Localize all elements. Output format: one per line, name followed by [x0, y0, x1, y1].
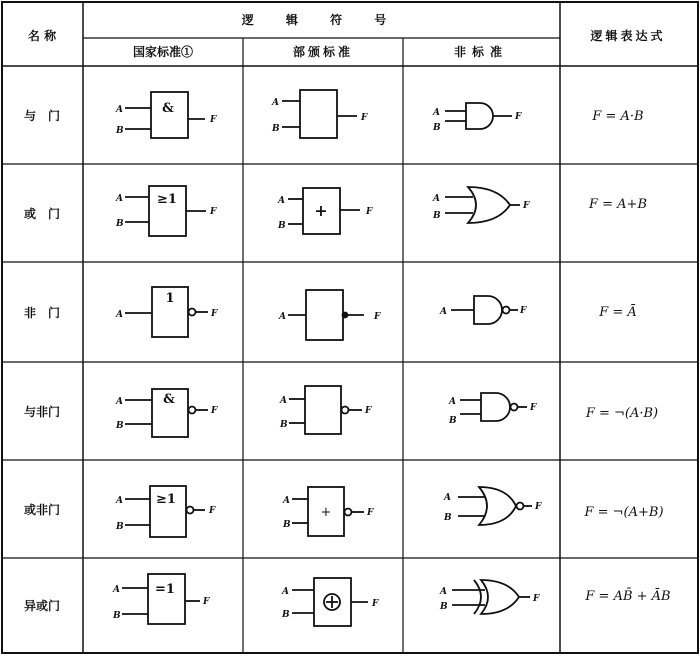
pin-f-label: F: [372, 599, 379, 609]
pin-f-label: F: [365, 406, 372, 416]
pin-a-label: A: [444, 493, 451, 503]
pin-b-label: B: [449, 416, 457, 426]
pin-b-label: B: [116, 219, 124, 229]
pin-a-label: A: [116, 496, 123, 506]
pin-a-label: A: [449, 397, 456, 407]
pin-f-label: F: [366, 207, 373, 217]
pin-b-label: B: [440, 602, 448, 612]
pin-f-label: F: [203, 597, 210, 607]
pin-b-label: B: [113, 611, 121, 621]
pin-b-label: B: [433, 211, 441, 221]
pin-a-label: A: [440, 587, 447, 597]
pin-b-label: B: [116, 126, 124, 136]
pin-b-label: B: [116, 522, 124, 532]
pin-a-label: A: [282, 587, 289, 597]
pin-b-label: B: [282, 610, 290, 620]
nonstandard-nand-gate: [460, 393, 527, 421]
header-ministry: 部颁标准: [292, 45, 354, 59]
pin-f-label: F: [515, 112, 522, 122]
pin-b-label: B: [280, 420, 288, 430]
pin-b-label: B: [116, 421, 124, 431]
gate-symbol: 1: [165, 291, 175, 306]
pin-b-label: B: [272, 124, 280, 134]
logic-expression: F = ¬(A+B): [584, 505, 664, 520]
pin-a-label: A: [116, 397, 123, 407]
pin-f-label: F: [530, 403, 537, 413]
row-name: 与非门: [23, 405, 61, 419]
pin-a-label: A: [272, 98, 279, 108]
header-symbols: 逻 辑 符 号: [241, 13, 401, 27]
header-nonstandard: 非标准: [453, 45, 509, 59]
pin-a-label: A: [116, 194, 123, 204]
pin-a-label: A: [113, 585, 120, 595]
nonstandard-not-gate: [451, 296, 518, 324]
pin-a-label: A: [116, 310, 123, 320]
pin-a-label: A: [279, 312, 286, 322]
pin-f-label: F: [361, 113, 368, 123]
pin-a-label: A: [433, 194, 440, 204]
header-expression: 逻辑表达式: [590, 29, 666, 43]
nonstandard-nor-gate: [458, 487, 532, 525]
pin-f-label: F: [374, 312, 381, 322]
logic-expression: F = AB̄ + ĀB: [585, 589, 671, 604]
pin-f-label: F: [211, 309, 218, 319]
pin-a-label: A: [433, 108, 440, 118]
pin-a-label: A: [280, 396, 287, 406]
pin-f-label: F: [210, 207, 217, 217]
pin-b-label: B: [278, 221, 286, 231]
pin-a-label: A: [116, 105, 123, 115]
logic-expression: F = A·B: [592, 109, 644, 124]
header-name: 名 称: [27, 29, 57, 43]
pin-a-label: A: [440, 307, 447, 317]
pin-f-label: F: [535, 502, 542, 512]
pin-f-label: F: [367, 508, 374, 518]
row-name: 或 门: [23, 207, 61, 221]
logic-expression: F = ¬(A·B): [585, 406, 659, 421]
row-name: 非 门: [23, 306, 61, 320]
pin-f-label: F: [211, 406, 218, 416]
xor-circle-plus-icon: [324, 594, 340, 610]
pin-b-label: B: [444, 513, 452, 523]
row-name: 或非门: [23, 503, 61, 517]
gate-symbol: &: [162, 101, 174, 116]
gate-symbol: +: [320, 505, 332, 520]
pin-b-label: B: [283, 520, 291, 530]
pin-f-label: F: [520, 306, 527, 316]
pin-f-label: F: [210, 115, 217, 125]
pin-f-label: F: [209, 506, 216, 516]
row-name: 与 门: [23, 109, 61, 123]
logic-expression: F = A+B: [588, 197, 648, 212]
gate-symbol: ≥1: [157, 192, 177, 207]
nonstandard-or-gate: [445, 187, 520, 223]
pin-f-label: F: [523, 201, 530, 211]
nonstandard-and-gate: [445, 103, 512, 129]
gate-symbol: ≥1: [156, 492, 176, 507]
gate-symbol: +: [314, 201, 328, 220]
ministry-nand-gate: [289, 386, 362, 434]
gate-symbol: &: [163, 392, 175, 407]
table-border: [2, 2, 698, 653]
pin-a-label: A: [278, 196, 285, 206]
ministry-not-gate: [288, 290, 364, 340]
pin-b-label: B: [433, 123, 441, 133]
header-national: 国家标准①: [132, 45, 194, 59]
nonstandard-xor-gate: [452, 580, 530, 614]
gate-symbol: =1: [155, 582, 175, 597]
logic-expression: F = Ā: [599, 305, 637, 320]
pin-f-label: F: [533, 594, 540, 604]
ministry-and-gate: [282, 90, 357, 138]
pin-a-label: A: [283, 496, 290, 506]
row-name: 异或门: [23, 599, 61, 613]
